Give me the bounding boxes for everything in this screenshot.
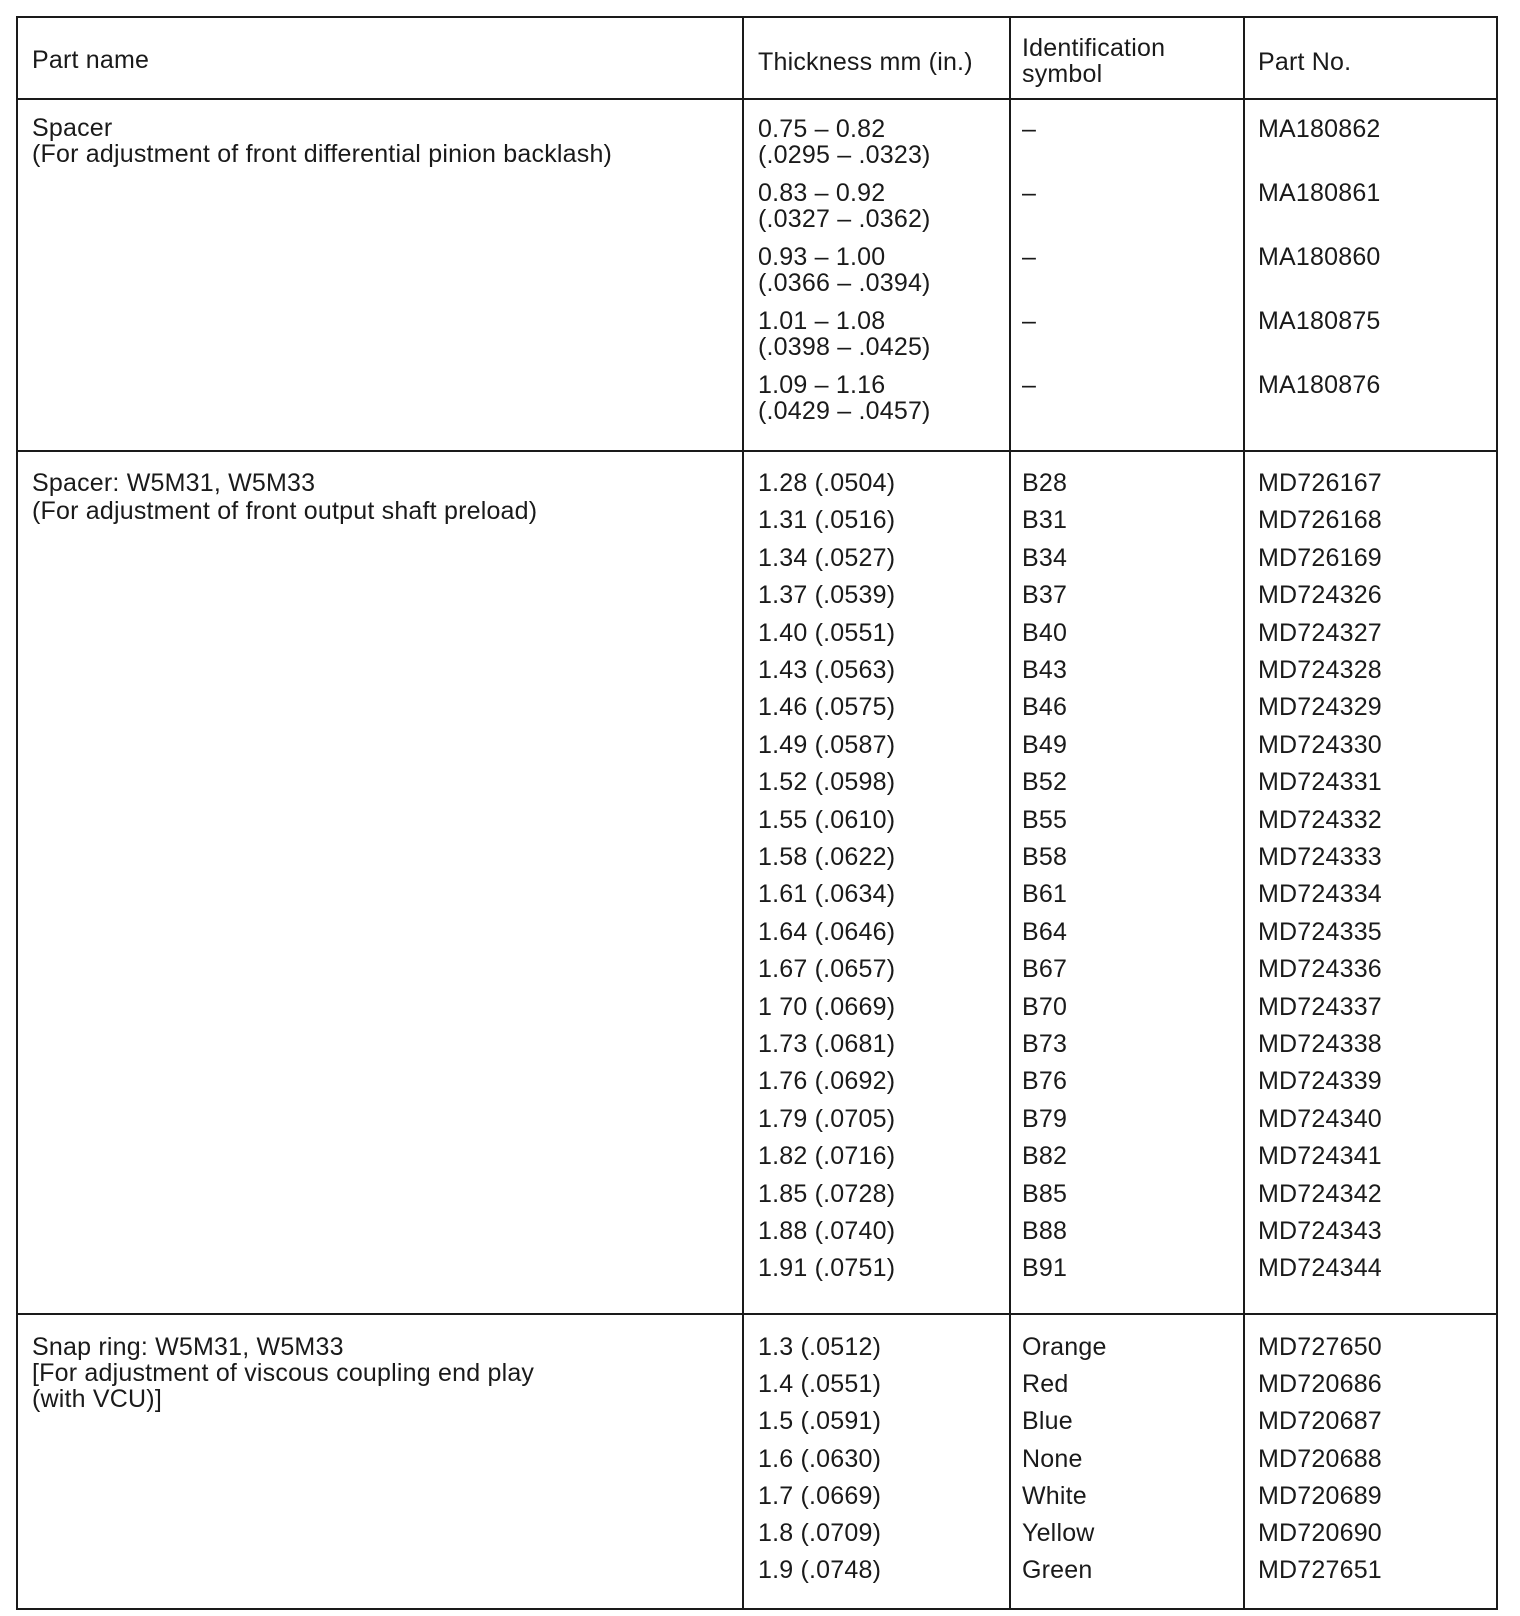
thickness-value: 1.5 (.0591): [758, 1407, 882, 1435]
column-divider: [1009, 18, 1011, 1608]
identification-symbol: B31: [1022, 506, 1068, 534]
identification-symbol: B79: [1022, 1105, 1068, 1133]
thickness-value: 1 70 (.0669): [758, 993, 896, 1021]
identification-symbol: B61: [1022, 880, 1068, 908]
thickness-value: 1.4 (.0551): [758, 1370, 882, 1398]
thickness-in: (.0327 – .0362): [758, 205, 931, 233]
thickness-value: 1.61 (.0634): [758, 880, 896, 908]
part-number: MD724339: [1258, 1067, 1382, 1095]
part-number: MD720688: [1258, 1445, 1382, 1473]
part-number: MA180875: [1258, 307, 1381, 335]
thickness-mm: 0.75 – 0.82: [758, 115, 886, 143]
identification-symbol: Yellow: [1022, 1519, 1095, 1547]
part-number: MD724334: [1258, 880, 1382, 908]
thickness-in: (.0366 – .0394): [758, 269, 931, 297]
thickness-value: 1.28 (.0504): [758, 469, 896, 497]
thickness-value: 1.49 (.0587): [758, 731, 896, 759]
identification-symbol: B88: [1022, 1217, 1068, 1245]
header-part-name: Part name: [32, 46, 150, 74]
parts-table: [16, 16, 1498, 1610]
part-number: MD724336: [1258, 955, 1382, 983]
thickness-value: 1.82 (.0716): [758, 1142, 896, 1170]
thickness-value: 1.52 (.0598): [758, 768, 896, 796]
identification-symbol: Green: [1022, 1556, 1093, 1584]
identification-symbol: B91: [1022, 1254, 1068, 1282]
group-note-line1: [For adjustment of viscous coupling end play: [32, 1359, 535, 1387]
identification-symbol: B82: [1022, 1142, 1068, 1170]
identification-symbol: B40: [1022, 619, 1068, 647]
thickness-value: 1.64 (.0646): [758, 918, 896, 946]
part-number: MD720689: [1258, 1482, 1382, 1510]
thickness-value: 1.85 (.0728): [758, 1180, 896, 1208]
header-divider: [18, 98, 1496, 100]
group-part-name: Snap ring: W5M31, W5M33: [32, 1333, 344, 1361]
identification-symbol: –: [1022, 371, 1037, 399]
identification-symbol: Orange: [1022, 1333, 1107, 1361]
column-divider: [742, 18, 744, 1608]
identification-symbol: B70: [1022, 993, 1068, 1021]
thickness-value: 1.31 (.0516): [758, 506, 896, 534]
identification-symbol: B67: [1022, 955, 1068, 983]
thickness-value: 1.73 (.0681): [758, 1030, 896, 1058]
thickness-value: 1.8 (.0709): [758, 1519, 882, 1547]
part-number: MD724330: [1258, 731, 1382, 759]
part-number: MD724331: [1258, 768, 1382, 796]
part-number: MD724329: [1258, 693, 1382, 721]
part-number: MD727651: [1258, 1556, 1382, 1584]
thickness-value: 1.67 (.0657): [758, 955, 896, 983]
part-number: MD724328: [1258, 656, 1382, 684]
group-note: (For adjustment of front output shaft preload): [32, 497, 538, 525]
identification-symbol: B85: [1022, 1180, 1068, 1208]
part-number: MD724337: [1258, 993, 1382, 1021]
group-part-name: Spacer: W5M31, W5M33: [32, 469, 316, 497]
part-number: MD726169: [1258, 544, 1382, 572]
part-number: MD724333: [1258, 843, 1382, 871]
part-number: MD724342: [1258, 1180, 1382, 1208]
identification-symbol: B52: [1022, 768, 1068, 796]
part-number: MD726168: [1258, 506, 1382, 534]
part-number: MD724344: [1258, 1254, 1382, 1282]
identification-symbol: –: [1022, 243, 1037, 271]
group-divider: [18, 450, 1496, 452]
part-number: MD724332: [1258, 806, 1382, 834]
thickness-value: 1.34 (.0527): [758, 544, 896, 572]
identification-symbol: B55: [1022, 806, 1068, 834]
identification-symbol: B43: [1022, 656, 1068, 684]
group-note-line2: (with VCU)]: [32, 1385, 162, 1413]
part-number: MD720686: [1258, 1370, 1382, 1398]
part-number: MD720690: [1258, 1519, 1382, 1547]
header-identification-line1: Identification: [1022, 34, 1166, 62]
thickness-value: 1.55 (.0610): [758, 806, 896, 834]
thickness-in: (.0295 – .0323): [758, 141, 931, 169]
identification-symbol: B28: [1022, 469, 1068, 497]
group-part-name: Spacer: [32, 114, 113, 142]
thickness-value: 1.58 (.0622): [758, 843, 896, 871]
thickness-value: 1.40 (.0551): [758, 619, 896, 647]
part-number: MA180862: [1258, 115, 1381, 143]
header-thickness: Thickness mm (in.): [758, 48, 973, 76]
part-number: MA180876: [1258, 371, 1381, 399]
thickness-value: 1.9 (.0748): [758, 1556, 882, 1584]
thickness-value: 1.46 (.0575): [758, 693, 896, 721]
identification-symbol: B46: [1022, 693, 1068, 721]
part-number: MD724343: [1258, 1217, 1382, 1245]
thickness-value: 1.37 (.0539): [758, 581, 896, 609]
thickness-mm: 0.83 – 0.92: [758, 179, 886, 207]
part-number: MD724338: [1258, 1030, 1382, 1058]
thickness-value: 1.7 (.0669): [758, 1482, 882, 1510]
group-divider: [18, 1313, 1496, 1315]
group-note: (For adjustment of front differential pinion backlash): [32, 140, 613, 168]
identification-symbol: B34: [1022, 544, 1068, 572]
thickness-value: 1.76 (.0692): [758, 1067, 896, 1095]
thickness-value: 1.91 (.0751): [758, 1254, 896, 1282]
identification-symbol: B37: [1022, 581, 1068, 609]
part-number: MD724326: [1258, 581, 1382, 609]
identification-symbol: Red: [1022, 1370, 1069, 1398]
thickness-value: 1.3 (.0512): [758, 1333, 882, 1361]
part-number: MD724335: [1258, 918, 1382, 946]
identification-symbol: White: [1022, 1482, 1087, 1510]
identification-symbol: –: [1022, 115, 1037, 143]
part-number: MD727650: [1258, 1333, 1382, 1361]
thickness-value: 1.88 (.0740): [758, 1217, 896, 1245]
identification-symbol: –: [1022, 307, 1037, 335]
thickness-mm: 1.01 – 1.08: [758, 307, 886, 335]
header-part-no: Part No.: [1258, 48, 1352, 76]
identification-symbol: –: [1022, 179, 1037, 207]
column-divider: [1243, 18, 1245, 1608]
part-number: MD726167: [1258, 469, 1382, 497]
part-number: MA180860: [1258, 243, 1381, 271]
part-number: MD724327: [1258, 619, 1382, 647]
thickness-mm: 0.93 – 1.00: [758, 243, 886, 271]
identification-symbol: B58: [1022, 843, 1068, 871]
thickness-in: (.0398 – .0425): [758, 333, 931, 361]
identification-symbol: B76: [1022, 1067, 1068, 1095]
part-number: MA180861: [1258, 179, 1381, 207]
thickness-in: (.0429 – .0457): [758, 397, 931, 425]
identification-symbol: B49: [1022, 731, 1068, 759]
identification-symbol: B73: [1022, 1030, 1068, 1058]
part-number: MD724340: [1258, 1105, 1382, 1133]
header-identification-line2: symbol: [1022, 60, 1103, 88]
identification-symbol: Blue: [1022, 1407, 1073, 1435]
thickness-value: 1.79 (.0705): [758, 1105, 896, 1133]
thickness-value: 1.43 (.0563): [758, 656, 896, 684]
thickness-mm: 1.09 – 1.16: [758, 371, 886, 399]
part-number: MD724341: [1258, 1142, 1382, 1170]
thickness-value: 1.6 (.0630): [758, 1445, 882, 1473]
identification-symbol: None: [1022, 1445, 1083, 1473]
identification-symbol: B64: [1022, 918, 1068, 946]
part-number: MD720687: [1258, 1407, 1382, 1435]
